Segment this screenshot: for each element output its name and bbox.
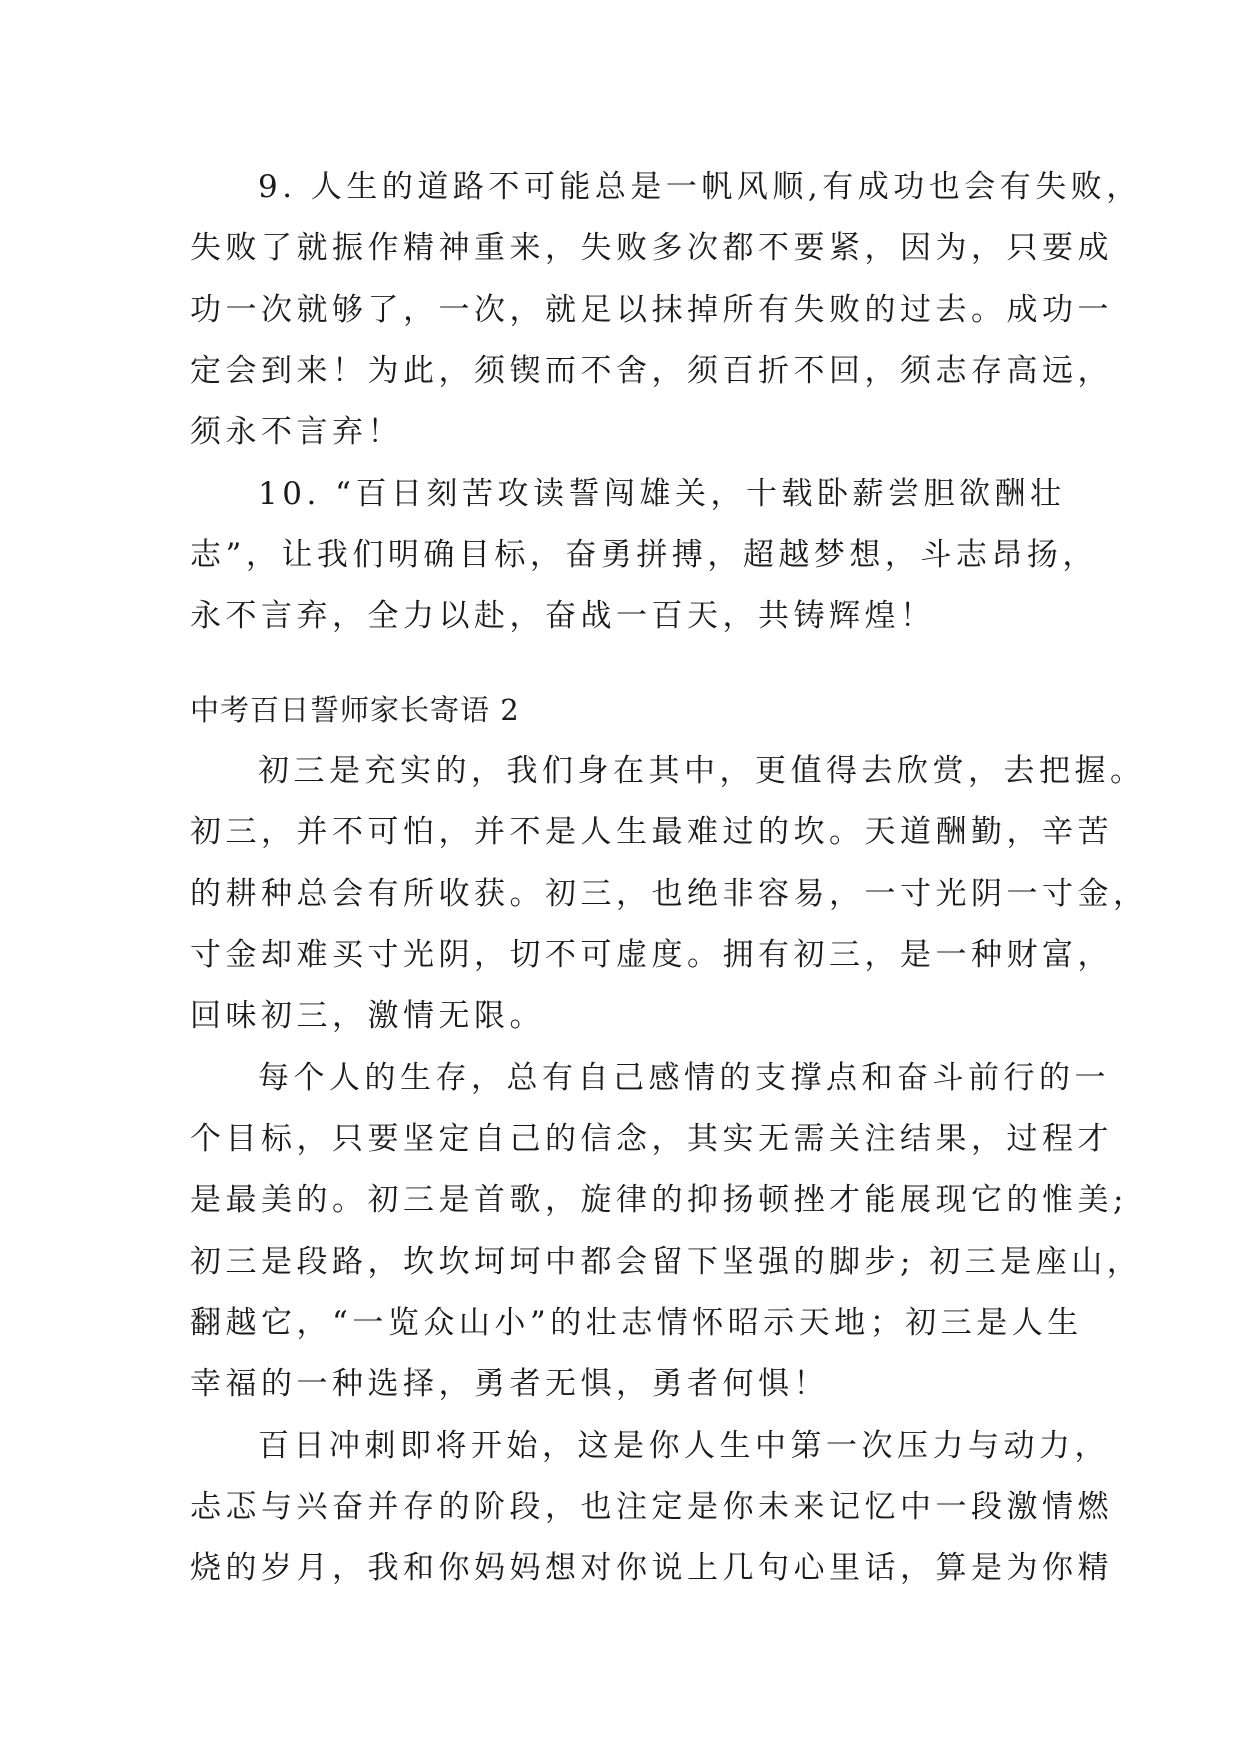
- paragraph-line: 须永不言弃！: [190, 414, 403, 450]
- paragraph-line: 个目标，只要坚定自己的信念，其实无需关注结果，过程才: [190, 1121, 1113, 1157]
- paragraph-line: 回味初三，激情无限。: [190, 998, 545, 1034]
- paragraph-line: 幸福的一种选择，勇者无惧，勇者何惧！: [190, 1366, 829, 1402]
- section-title: 中考百日誓师家长寄语 2: [190, 693, 520, 727]
- paragraph-line: 失败了就振作精神重来，失败多次都不要紧，因为，只要成: [190, 230, 1113, 266]
- paragraph-line: 寸金却难买寸光阴，切不可虚度。拥有初三，是一种财富，: [190, 937, 1113, 973]
- paragraph-line: 是最美的。初三是首歌，旋律的抑扬顿挫才能展现它的惟美;: [190, 1182, 1128, 1218]
- paragraph-line: 9. 人生的道路不可能总是一帆风顺,有成功也会有失败，: [258, 169, 1142, 205]
- paragraph-line: 功一次就够了，一次，就足以抹掉所有失败的过去。成功一: [190, 292, 1113, 328]
- paragraph-line: 定会到来！为此，须锲而不舍，须百折不回，须志存高远，: [190, 353, 1113, 389]
- paragraph-line: 10. “百日刻苦攻读誓闯雄关，十载卧薪尝胆欲酬壮: [258, 476, 1066, 512]
- paragraph-line: 初三是充实的，我们身在其中，更值得去欣赏，去把握。: [258, 753, 1146, 789]
- paragraph-line: 初三是段路，坎坎坷坷中都会留下坚强的脚步; 初三是座山，: [190, 1244, 1143, 1280]
- paragraph-line: 初三，并不可怕，并不是人生最难过的坎。天道酬勤，辛苦: [190, 814, 1113, 850]
- paragraph-line: 永不言弃，全力以赴，奋战一百天，共铸辉煌！: [190, 598, 936, 634]
- paragraph-line: 百日冲刺即将开始，这是你人生中第一次压力与动力，: [258, 1428, 1110, 1464]
- paragraph-line: 每个人的生存，总有自己感情的支撑点和奋斗前行的一: [258, 1060, 1110, 1096]
- paragraph-line: 志”，让我们明确目标，奋勇拼搏，超越梦想，斗志昂扬，: [190, 537, 1098, 573]
- paragraph-line: 烧的岁月，我和你妈妈想对你说上几句心里话，算是为你精: [190, 1550, 1113, 1586]
- paragraph-line: 忐忑与兴奋并存的阶段，也注定是你未来记忆中一段激情燃: [190, 1489, 1113, 1525]
- paragraph-line: 翻越它，“一览众山小”的壮志情怀昭示天地；初三是人生: [190, 1305, 1083, 1341]
- paragraph-line: 的耕种总会有所收获。初三，也绝非容易，一寸光阴一寸金，: [190, 876, 1149, 912]
